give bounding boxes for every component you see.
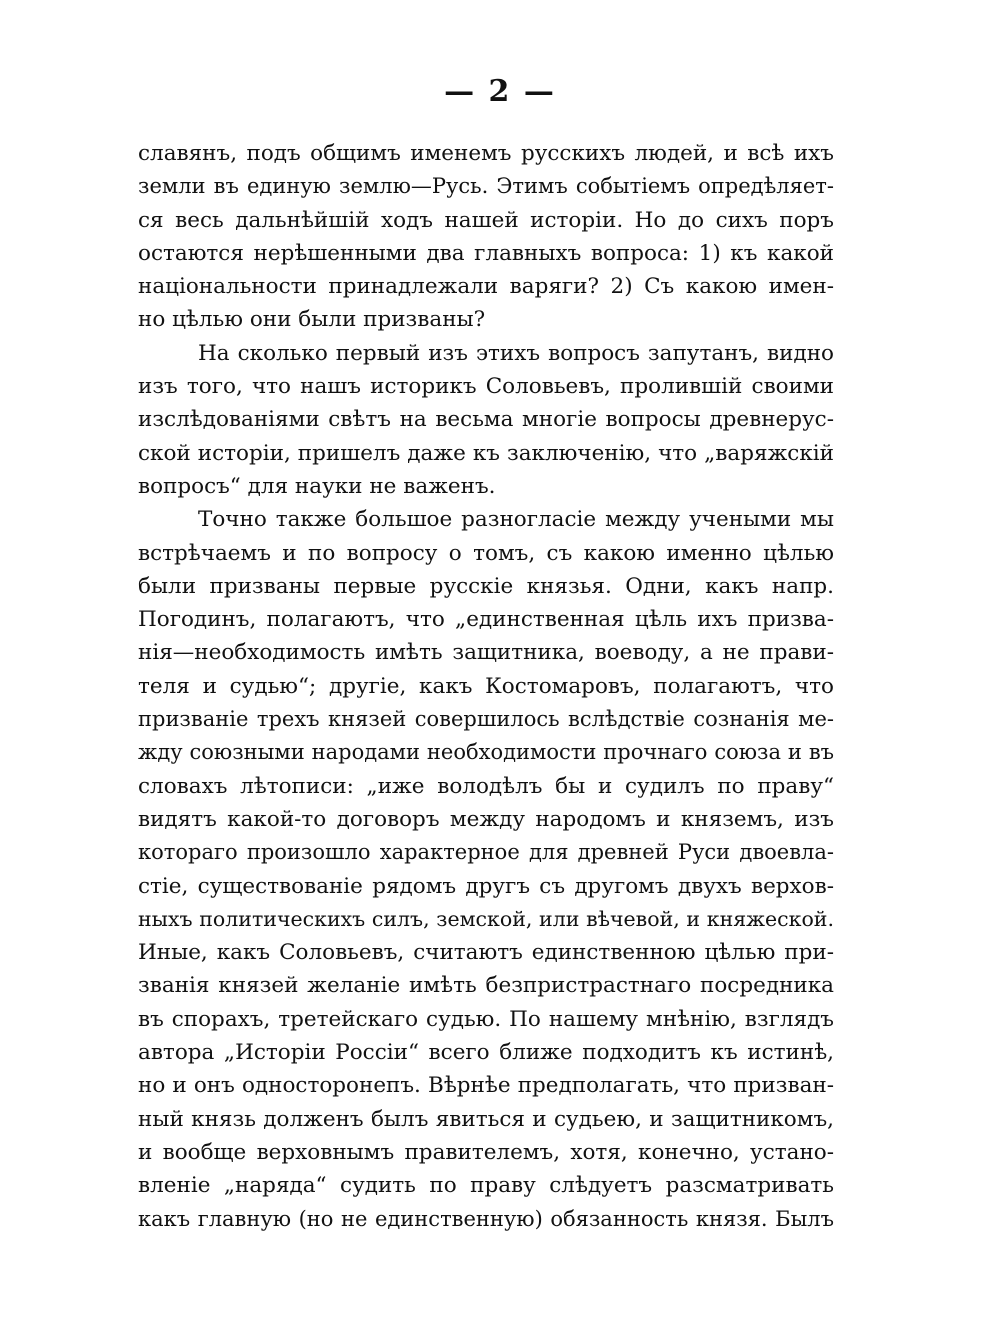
text-line: земли въ единую землю—Русь. Этимъ событіемъ опредѣляет- xyxy=(138,174,834,199)
paragraph-3 xyxy=(138,503,834,1236)
text-line: изъ того, что нашъ историкъ Соловьевъ, пролившій своими xyxy=(138,374,834,400)
text-line: изслѣдованіями свѣтъ на весьма многіе вопросы древнерус- xyxy=(138,407,834,433)
text-line: Погодинъ, полагаютъ, что „единственная цѣль ихъ призва- xyxy=(138,607,834,633)
text-line: ской исторіи, пришелъ даже къ заключенію, что „варяжскій xyxy=(138,440,834,466)
text-line: ный князь долженъ былъ явиться и судьею, и защитникомъ, xyxy=(138,1106,834,1132)
page-number: — 2 — xyxy=(444,74,556,109)
text-line: ся весь дальнѣйшій ходъ нашей исторіи. Но до сихъ поръ xyxy=(138,207,834,233)
text-line: славянъ, подъ общимъ именемъ русскихъ людей, и всѣ ихъ xyxy=(138,141,834,166)
text-line: въ спорахъ, третейскаго судью. По нашему мнѣнію, взглядъ xyxy=(138,1006,834,1032)
text-line: котораго произошло характерное для древней Руси двоевла- xyxy=(138,840,834,865)
text-line: стіе, существованіе рядомъ другъ съ другомъ двухъ верхов- xyxy=(138,873,834,899)
paragraph-2 xyxy=(138,337,834,503)
text-line: жду союзными народами необходимости прочнаго союза и въ xyxy=(138,740,834,765)
text-line: и вообще верховнымъ правителемъ, хотя, конечно, устано- xyxy=(138,1139,834,1165)
text-line: нія—необходимость имѣть защитника, воеводу, а не прави- xyxy=(138,640,834,666)
text-line: призваніе трехъ князей совершилось вслѣдствіе сознанія ме- xyxy=(138,707,834,732)
text-line: ныхъ политическихъ силъ, земской, или вѣчевой, и княжеской. xyxy=(138,906,834,931)
text-line: На сколько первый изъ этихъ вопросъ запутанъ, видно xyxy=(198,340,834,366)
text-line: Точно также большое разногласіе между учеными мы xyxy=(198,507,834,533)
text-line: вопросъ“ для науки не важенъ. xyxy=(138,473,496,499)
text-line: автора „Исторіи Россіи“ всего ближе подходитъ къ истинѣ, xyxy=(138,1040,834,1066)
text-line: были призваны первые русскіе князья. Одни, какъ напр. xyxy=(138,573,834,599)
text-line: но цѣлью они были призваны? xyxy=(138,307,486,333)
text-line: встрѣчаемъ и по вопросу о томъ, съ какою именно цѣлью xyxy=(138,540,834,566)
text-line: національности принадлежали варяги? 2) Съ какою имен- xyxy=(138,274,834,300)
text-line: теля и судью“; другіе, какъ Костомаровъ, полагаютъ, что xyxy=(138,673,834,699)
body-text xyxy=(138,137,834,1236)
text-line: но и онъ односторонепъ. Вѣрнѣе предполагать, что призван- xyxy=(138,1073,834,1099)
text-line: званія князей желаніе имѣть безпристрастнаго посредника xyxy=(138,973,834,999)
text-line: вленіе „наряда“ судить по праву слѣдуетъ разсматривать xyxy=(138,1173,834,1199)
text-line: какъ главную (но не единственную) обязанность князя. Былъ xyxy=(138,1206,834,1231)
paragraph-1 xyxy=(138,137,834,337)
text-line: видятъ какой-то договоръ между народомъ и княземъ, изъ xyxy=(138,806,834,832)
text-line: словахъ лѣтописи: „иже володѣлъ бы и судилъ по праву“ xyxy=(138,773,834,799)
text-line: Иные, какъ Соловьевъ, считаютъ единственною цѣлью при- xyxy=(138,940,834,966)
text-line: остаются нерѣшенными два главныхъ вопроса: 1) къ какой xyxy=(138,240,834,266)
